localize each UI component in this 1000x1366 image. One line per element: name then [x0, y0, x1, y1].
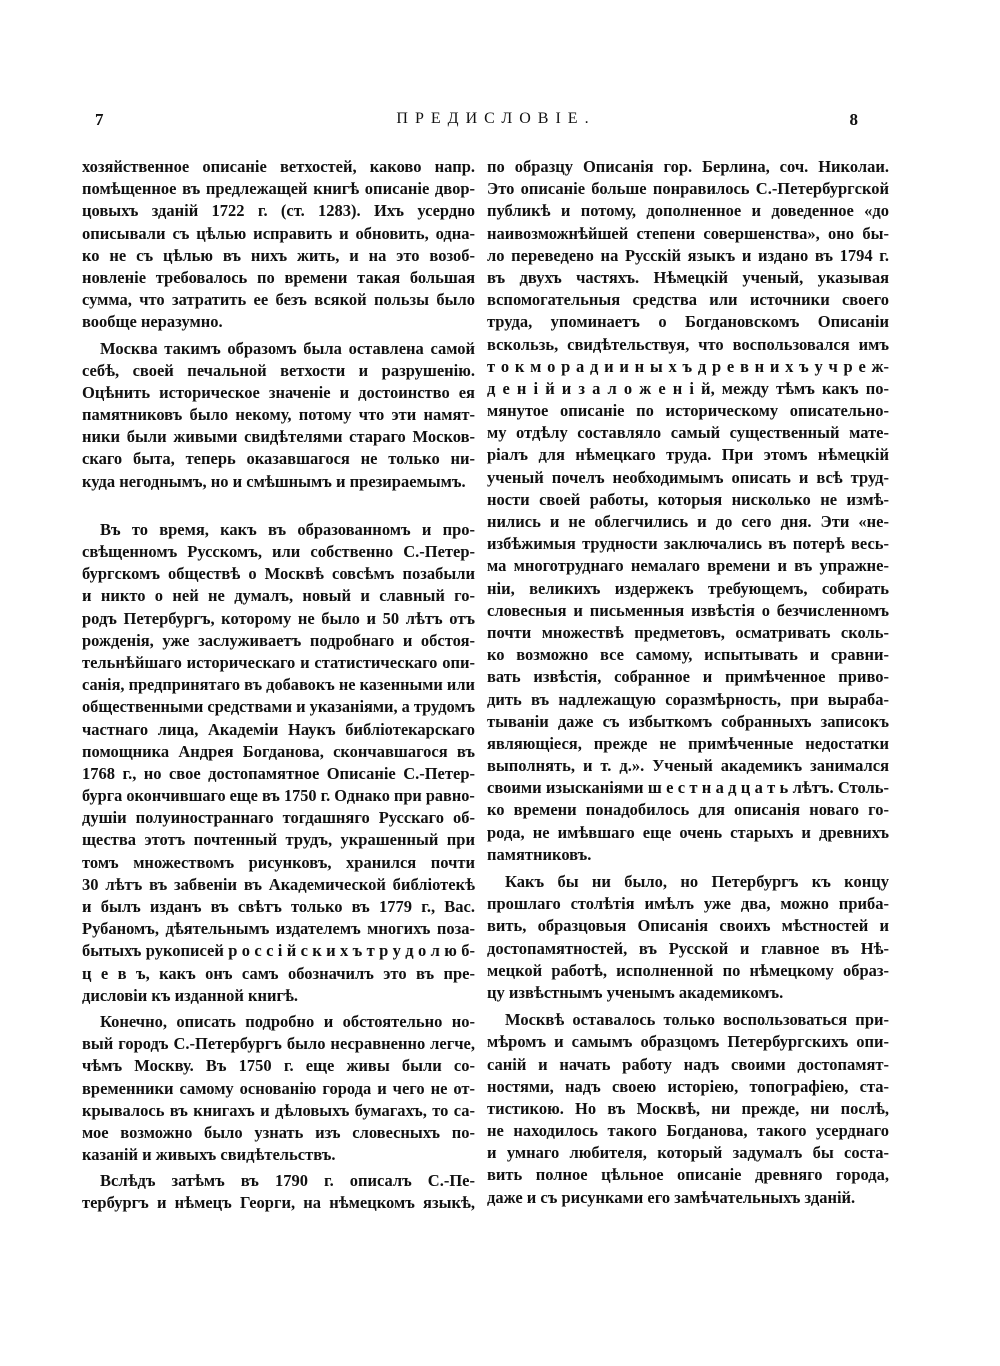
text-line: частнаго лица, Академіи Наукъ библіотекарскаго: [82, 719, 475, 739]
text-line: вспомогательныя средства или источники своего: [487, 290, 889, 310]
text-line: въ двухъ частяхъ. Нѣмецкій ученый, указывая: [487, 267, 889, 287]
text-line: скаго быта, теперь оказавшагося не только ни-: [82, 449, 475, 469]
text-line: сумма, что затратить ее безъ всякой пользы было: [82, 290, 475, 310]
text-line: тербургъ и нѣмецъ Георги, на нѣмецкомъ языкѣ,: [82, 1193, 475, 1213]
page-number-left: 7: [95, 110, 104, 129]
text-line: душіи полуиностраннаго тогдашняго Русскаго об-: [82, 808, 475, 828]
text-line: избѣжимыя трудности заключались въ потерѣ весь-: [487, 534, 889, 554]
text-line: цу извѣстнымъ ученымъ академикомъ.: [487, 982, 784, 1002]
text-line: словесныя и письменныя извѣстія о безчисленномъ: [487, 600, 889, 620]
text-line: саній и начать работу надъ своими достопамят-: [487, 1054, 889, 1074]
text-line: вать извѣстія, собранное и примѣченное приво-: [487, 667, 889, 687]
text-line: ма многотруднаго немалаго времени и въ упражне-: [487, 556, 889, 576]
text-line: тистикою. Но въ Москвѣ, ни прежде, ни послѣ,: [487, 1098, 889, 1118]
left-text-column: [82, 156, 475, 1215]
text-line: ріалъ для нѣмецкаго труда. При этомъ нѣмецкій: [487, 445, 889, 465]
text-line: публикѣ и потому, дополненное и доведенное «до: [487, 201, 889, 221]
text-line: памятниковъ было некому, потому что эти намят-: [82, 405, 475, 425]
text-line: ники были живыми свидѣтелями стараго Москов-: [82, 427, 475, 447]
running-header: [82, 110, 890, 136]
text-line: ло переведено на Русскій языкъ и издано въ 1794 г.: [487, 245, 889, 265]
text-line: ученый почелъ необходимымъ описать и всѣ труд-: [487, 467, 889, 487]
text-line: помѣщенное въ предлежащей книгѣ описаніе двор-: [82, 179, 475, 199]
text-line: достопамятностей, въ Русской и главное въ Нѣ-: [487, 938, 889, 958]
text-line: ностями, надъ своею исторіею, топографіею, ста-: [487, 1076, 889, 1096]
text-line: и былъ изданъ въ свѣтъ только въ 1779 г., Вас.: [82, 897, 475, 916]
text-line: вить полное цѣльное описаніе древняго города,: [487, 1165, 889, 1185]
text-line: наивозможнѣйшей степени совершенства», оно бы-: [487, 223, 889, 243]
text-line: дить въ надлежащую соразмѣрность, при выраба-: [487, 689, 889, 709]
text-line: т о к м о р а д и и н ы х ъ д р е в н и х ъ у ч р е ж-: [487, 356, 889, 376]
text-line: му отдѣлу составляло самый существенный мате-: [487, 423, 889, 443]
text-line: цовыхъ зданій 1722 г. (ст. 1283). Ихъ усердно: [82, 201, 475, 221]
text-line: мѣромъ и самымъ образцомъ Петербургскихъ опи-: [487, 1032, 889, 1052]
text-line: Въ то время, какъ въ образованномъ и про-: [100, 519, 475, 539]
text-line: даже и съ рисунками его замѣчательныхъ зданій.: [487, 1187, 856, 1207]
paragraph: [82, 519, 475, 1007]
text-line: Рубаномъ, дѣятельнымъ издателемъ многихъ поза-: [82, 919, 475, 939]
text-line: родъ Петербургъ, которому не было и 50 лѣтъ отъ: [82, 608, 475, 628]
text-line: 30 лѣтъ въ забвеніи въ Академической библіотекѣ: [82, 874, 475, 894]
text-line: ніи, великихъ издержекъ требующемъ, собирать: [487, 578, 889, 598]
text-line: являющіеся, прежде не примѣченные недостатки: [487, 733, 889, 753]
text-line: ц е в ъ, какъ онъ самъ обозначилъ это въ пре-: [82, 963, 475, 983]
text-line: щества этотъ почтенный трудъ, украшенный при: [82, 830, 475, 850]
text-line: крывалось въ книгахъ и дѣловыхъ бумагахъ, то са-: [82, 1100, 475, 1120]
paragraph: [487, 156, 889, 866]
text-line: рода, не имѣвшаго еще очень старыхъ и древнихъ: [487, 822, 889, 842]
text-line: хозяйственное описаніе ветхостей, каково напр.: [82, 157, 475, 176]
text-line: себѣ, своей печальной ветхости и разрушенію.: [82, 360, 475, 380]
text-line: 1768 г., но свое достопамятное Описаніе С.-Петер-: [82, 763, 475, 783]
text-line: труда, упоминаетъ о Богдановскомъ Описаніи: [487, 312, 889, 332]
text-line: вить, образцовыя Описанія своихъ мѣстностей и: [487, 916, 889, 936]
text-line: чѣмъ Москву. Въ 1750 г. еще живы были со-: [82, 1056, 475, 1076]
text-line: дисловіи къ изданной книгѣ.: [82, 985, 299, 1005]
text-line: Москва такимъ образомъ была оставлена самой: [100, 338, 475, 358]
text-line: Это описаніе больше понравилось С.-Петербургской: [487, 179, 889, 199]
text-line: бургскомъ обществѣ о Москвѣ совсѣмъ позабыли: [82, 564, 475, 584]
text-line: мянутое описаніе по историческому описательно-: [487, 401, 889, 421]
text-line: ко возможно все самому, испытывать и сравни-: [487, 645, 889, 665]
text-line: д е н і й и з а л о ж е н і й, между тѣмъ какъ по-: [487, 378, 889, 398]
text-line: своими изысканіями ш е с т н а д ц а т ь лѣтъ. Столь-: [487, 778, 889, 798]
paragraph: [82, 1011, 475, 1166]
text-line: Вслѣдъ затѣмъ въ 1790 г. описалъ С.-Пе-: [100, 1171, 475, 1191]
text-line: Москвѣ оставалось только воспользоваться при-: [505, 1010, 889, 1030]
paragraph: [82, 1170, 475, 1214]
text-line: тываніи даже съ избыткомъ собранныхъ записокъ: [487, 711, 889, 731]
paragraph: [487, 1009, 889, 1209]
text-line: бурга окончившаго еще въ 1750 г. Однако при равно-: [82, 786, 475, 806]
text-line: Какъ бы ни было, но Петербургъ къ концу: [505, 872, 889, 891]
text-line: бытыхъ рукописей р о с с і й с к и х ъ т р у д о л ю б-: [82, 941, 475, 961]
text-line: памятниковъ.: [487, 844, 592, 864]
text-line: новленіе требовалось по времени такая большая: [82, 267, 475, 287]
text-line: и никто о ней не думалъ, новый и славный го-: [82, 586, 475, 606]
text-line: выполнять, и т. д.». Ученый академикъ занимался: [487, 756, 889, 776]
text-line: санія, предпринятаго въ добавокъ не казенными или: [82, 675, 475, 695]
text-line: томъ множествомъ рисунковъ, хранился почти: [82, 852, 475, 872]
text-line: мецкой работѣ, исполненной по нѣмецкому образ-: [487, 960, 889, 980]
text-line: временники самому основанію города и чего не от-: [82, 1078, 475, 1098]
text-line: Конечно, описать подробно и обстоятельно но-: [100, 1011, 475, 1031]
text-line: казаній и живыхъ свидѣтельствъ.: [82, 1145, 336, 1165]
text-line: ко не съ цѣлью въ нихъ жить, и на это возоб-: [82, 245, 475, 265]
paragraph: [82, 156, 475, 334]
text-line: не находилось такого Богданова, такого усерднаго: [487, 1121, 889, 1141]
text-line: тельнѣйшаго историческаго и статистическаго опи-: [82, 652, 475, 672]
text-line: описывали съ цѣлью исправить и обновить, одна-: [82, 223, 475, 243]
chapter-title: ПРЕДИСЛОВІЕ.: [396, 110, 596, 127]
text-line: Оцѣнить историческое значеніе и достоинство ея: [82, 382, 475, 402]
text-line: рожденія, уже заслуживаетъ подробнаго и обстоя-: [82, 630, 475, 650]
paragraph: [82, 338, 475, 493]
text-line: ко времени понадобилось для описанія новаго го-: [487, 800, 889, 820]
text-line: вый городъ С.-Петербургъ было несравненно легче,: [82, 1034, 475, 1054]
text-line: вообще неразумно.: [82, 312, 223, 332]
page-number-right: 8: [849, 110, 858, 129]
text-line: куда негоднымъ, но и смѣшнымъ и презираемымъ.: [82, 471, 466, 491]
text-line: вскользь, свидѣтельствуя, что воспользовался имъ: [487, 334, 889, 354]
text-line: почти множествѣ предметовъ, осматривать сколь-: [487, 622, 889, 642]
text-line: нились и не облегчились и до сего дня. Эти «не-: [487, 512, 889, 531]
text-line: ности своей работы, которыя нисколько не измѣ-: [487, 489, 889, 509]
text-line: и умнаго любителя, который задумалъ бы соста-: [487, 1143, 889, 1163]
right-text-column: [487, 156, 889, 1209]
text-line: свѣщенномъ Русскомъ, или собственно С.-Петер-: [82, 542, 475, 561]
text-line: прошлаго столѣтія имѣлъ уже два, можно приба-: [487, 894, 889, 914]
text-line: помощника Андрея Богданова, скончавшагося въ: [82, 741, 475, 761]
paragraph: [487, 871, 889, 1004]
text-line: общественными средствами и указаніями, а трудомъ: [82, 697, 476, 717]
text-line: мое возможно было узнать изъ словесныхъ по-: [82, 1122, 475, 1142]
text-line: по образцу Описанія гор. Берлина, соч. Николаи.: [487, 157, 889, 176]
